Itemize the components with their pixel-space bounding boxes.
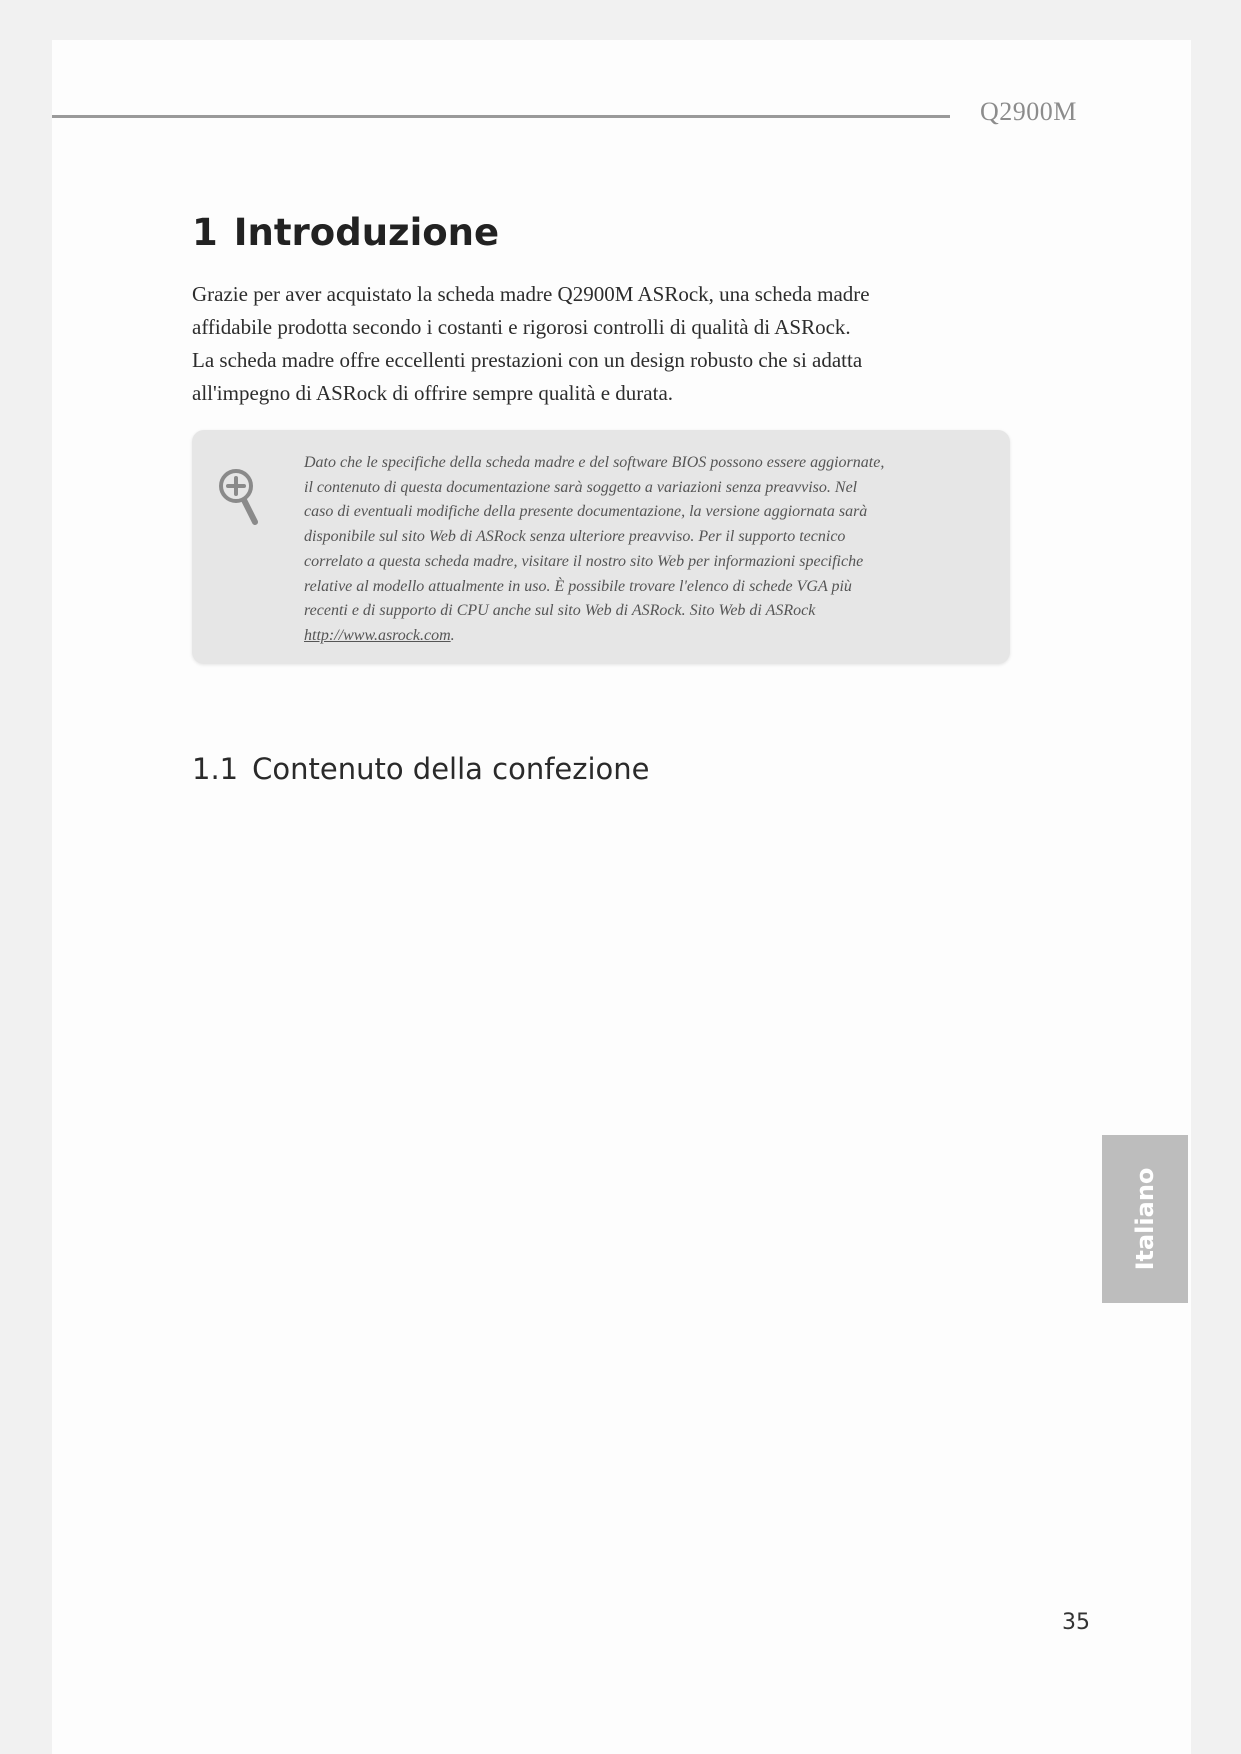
note-line: Dato che le specifiche della scheda madre e del software BIOS possono essere aggiornate,: [304, 454, 885, 471]
section-title: [192, 752, 650, 786]
note-link-suffix: .: [450, 626, 455, 644]
intro-paragraph: [192, 278, 992, 410]
note-line: relative al modello attualmente in uso. È possibile trovare l'elenco di schede VGA più: [304, 577, 852, 595]
section-title-text: Contenuto della confezione: [252, 752, 650, 786]
note-line: correlato a questa scheda madre, visitare il nostro sito Web per informazioni specifiche: [304, 552, 864, 570]
language-tab-label: Italiano: [1131, 1167, 1159, 1271]
section-number: 1.1: [192, 752, 239, 786]
chapter-title: [192, 211, 499, 254]
note-line: recenti e di supporto di CPU anche sul sito Web di ASRock. Sito Web di ASRock: [304, 602, 816, 620]
note-text: [304, 451, 994, 649]
language-tab: [1102, 1135, 1188, 1303]
chapter-title-text: Introduzione: [233, 211, 500, 254]
model-name: Q2900M: [980, 97, 1077, 126]
intro-line: affidabile prodotta secondo i costanti e rigorosi controlli di qualità di ASRock.: [192, 315, 851, 339]
note-line: il contenuto di questa documentazione sarà soggetto a variazioni senza preavviso. Nel: [304, 478, 858, 496]
header-rule: [52, 115, 950, 118]
page-number: 35: [1062, 1610, 1090, 1635]
intro-line: all'impegno di ASRock di offrire sempre qualità e durata.: [192, 381, 674, 405]
asrock-website-link[interactable]: http://www.asrock.com: [304, 626, 451, 644]
note-line: disponibile sul sito Web di ASRock senza ulteriore preavviso. Per il supporto tecnico: [304, 528, 846, 546]
zoom-in-icon: [216, 466, 264, 528]
note-box: [192, 430, 1010, 664]
chapter-number: 1: [192, 211, 218, 254]
intro-line: La scheda madre offre eccellenti prestazioni con un design robusto che si adatta: [192, 348, 863, 372]
note-line: caso di eventuali modifiche della presente documentazione, la versione aggiornata sarà: [304, 503, 868, 521]
intro-line: Grazie per aver acquistato la scheda madre Q2900M ASRock, una scheda madre: [192, 282, 870, 306]
note-link-line: [304, 624, 994, 649]
